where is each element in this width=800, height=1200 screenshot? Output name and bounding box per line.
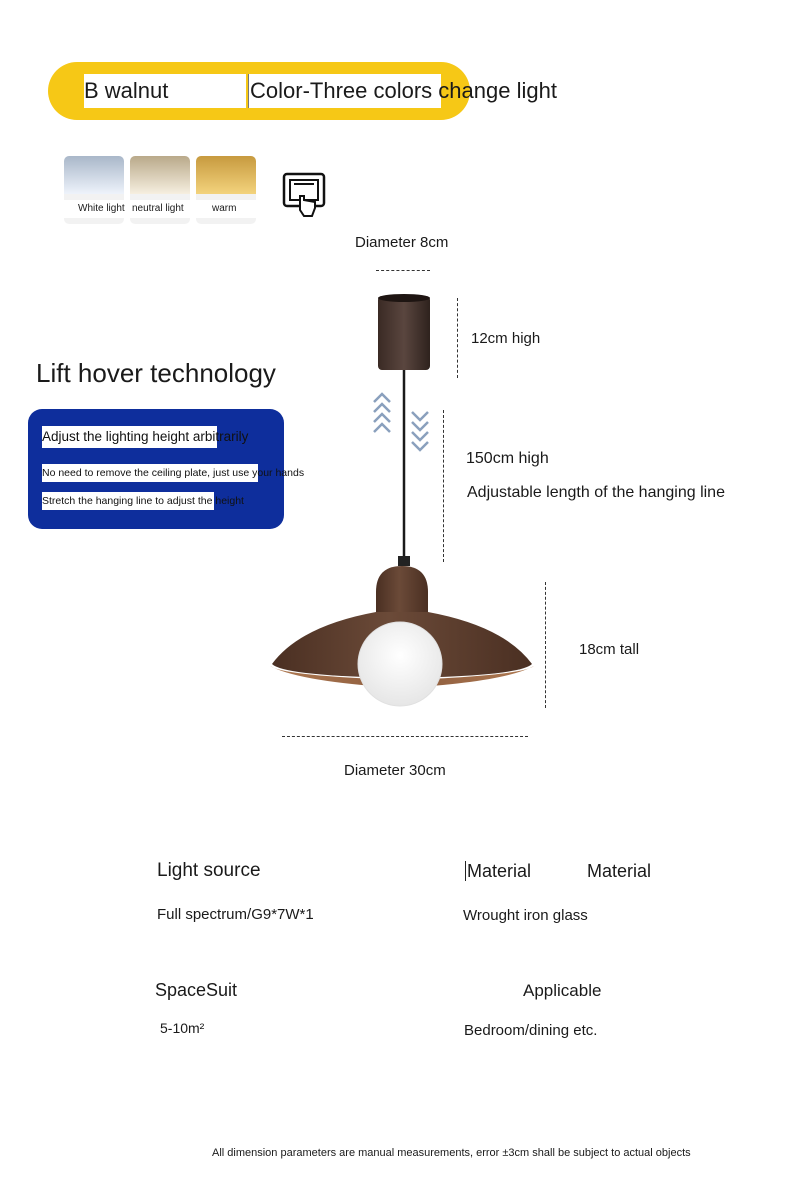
- shade-diameter-label: Diameter 30cm: [344, 762, 446, 779]
- swatch-label-neutral: neutral light: [132, 203, 184, 214]
- material-divider: [465, 861, 466, 881]
- shade-height-label: 18cm tall: [579, 641, 640, 658]
- light-source-title: Light source: [157, 860, 261, 881]
- space-title: SpaceSuit: [155, 980, 238, 1000]
- feature-text: Color-Three colors change light: [250, 78, 557, 103]
- lift-line-2: [42, 464, 305, 482]
- canopy-height-label: 12cm high: [471, 330, 541, 347]
- applicable-value: Bedroom/dining etc.: [464, 1022, 598, 1039]
- lift-line-3: [42, 492, 244, 510]
- ceiling-canopy: [378, 294, 430, 370]
- cord-length-label: 150cm high: [466, 450, 549, 467]
- material-title-secondary: Material: [587, 861, 652, 881]
- canopy-diameter-guide: [376, 270, 430, 271]
- lift-line-1: [42, 426, 249, 448]
- lift-line-1-text: Adjust the lighting height arbitrarily: [42, 429, 249, 444]
- cord-note-label: Adjustable length of the hanging line: [467, 484, 725, 501]
- canopy-height-guide: [457, 298, 458, 378]
- footer-note: All dimension parameters are manual measurements, error ±3cm shall be subject to actual objects: [212, 1147, 691, 1159]
- lift-feature-card: [28, 409, 305, 529]
- material-title: Material: [467, 861, 532, 881]
- lift-down-arrows-icon: [412, 412, 428, 450]
- light-bulb: [358, 622, 442, 706]
- canopy-diameter-label: Diameter 8cm: [355, 234, 449, 251]
- lift-line-2-text: No need to remove the ceiling plate, just use your hands: [42, 467, 305, 479]
- cord-length-guide: [443, 410, 444, 562]
- shade-height-guide: [545, 582, 546, 708]
- swatch-label-warm: warm: [212, 203, 237, 214]
- light-source-value: Full spectrum/G9*7W*1: [157, 906, 314, 923]
- lift-line-3-text: Stretch the hanging line to adjust the height: [42, 495, 244, 507]
- lift-up-arrows-icon: [374, 394, 390, 432]
- space-value: 5-10m²: [160, 1020, 205, 1036]
- material-value: Wrought iron glass: [463, 907, 588, 924]
- swatch-label-white: White light: [78, 203, 125, 214]
- variant-label: B walnut: [84, 74, 246, 108]
- applicable-title: Applicable: [523, 981, 602, 1000]
- shade-diameter-guide: [282, 736, 528, 737]
- lift-title: Lift hover technology: [36, 358, 276, 388]
